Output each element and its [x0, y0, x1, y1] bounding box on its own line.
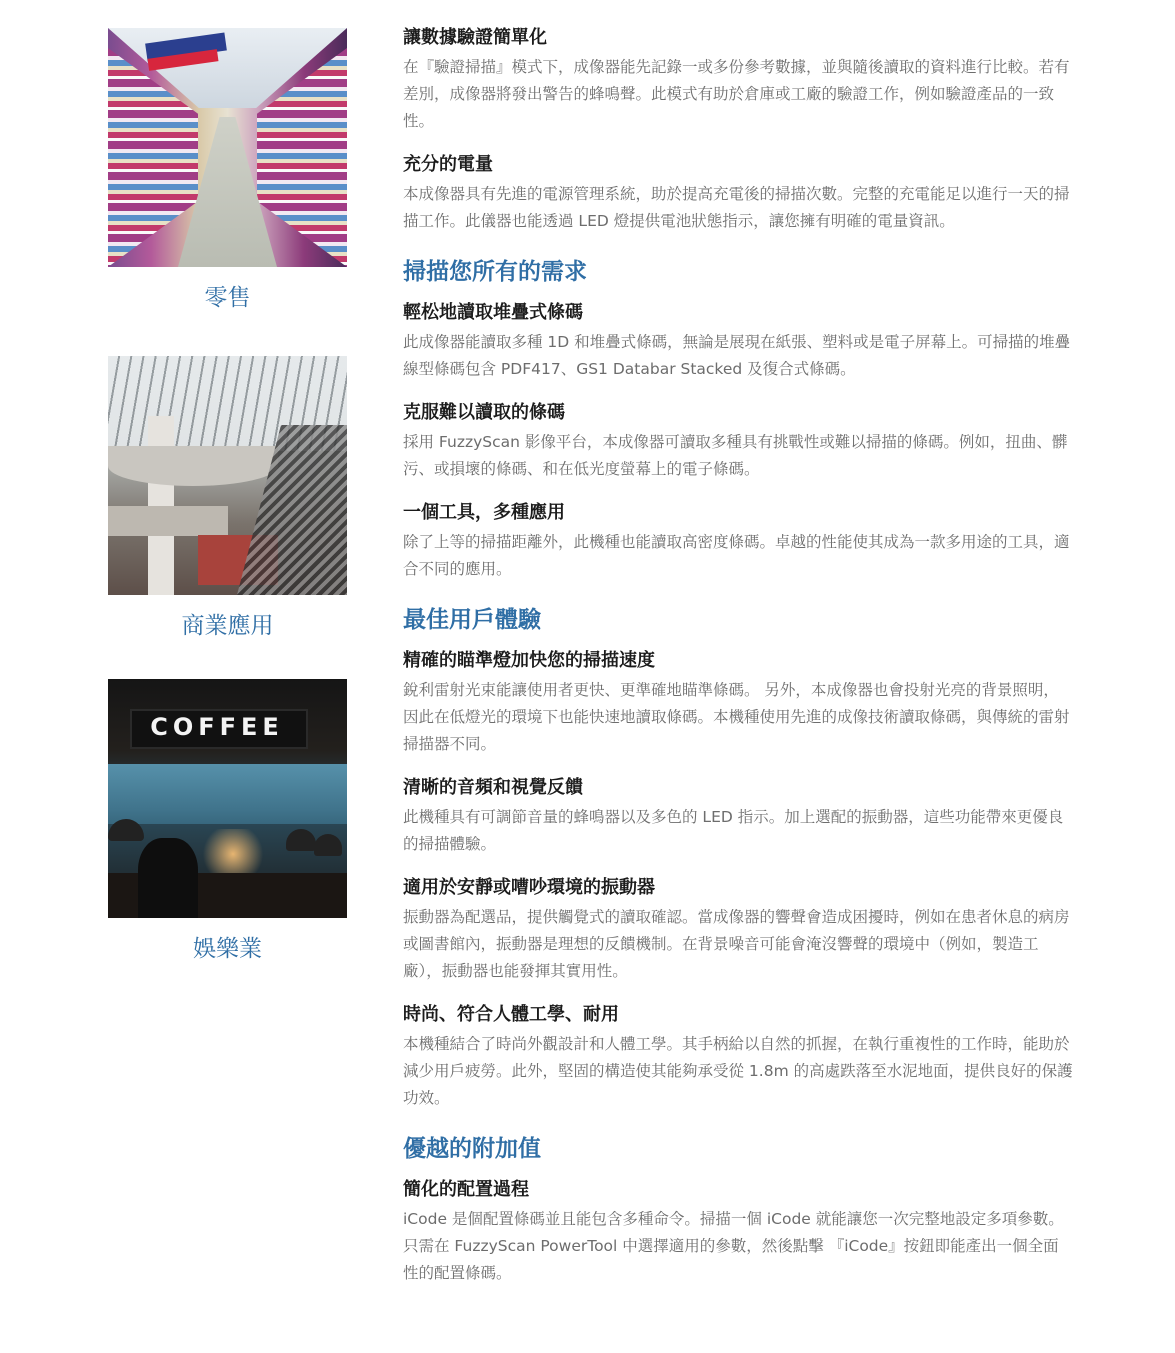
intro-section	[403, 26, 1073, 235]
feature-text: 此成像器能讀取多種 1D 和堆疊式條碼，無論是展現在紙張、塑料或是電子屏幕上。可掃描的堆疊線型條碼包含 PDF417、GS1 Databar Stacked 及復合式條碼。	[403, 333, 1071, 378]
retail-image-block	[108, 28, 347, 312]
feature-item	[403, 876, 1073, 985]
feature-title: 時尚、符合人體工學、耐用	[403, 1004, 619, 1025]
feature-title: 克服難以讀取的條碼	[403, 402, 565, 423]
section-heading: 優越的附加值	[403, 1136, 541, 1162]
commercial-caption: 商業應用	[181, 613, 274, 639]
feature-title: 適用於安靜或嘈吵環境的振動器	[403, 877, 655, 898]
feature-item	[403, 1003, 1073, 1112]
retail-caption: 零售	[204, 285, 251, 311]
main-content	[403, 26, 1073, 1309]
section-heading: 掃描您所有的需求	[403, 259, 587, 285]
section-scan-needs	[403, 257, 1073, 583]
section-added-value	[403, 1134, 1073, 1287]
feature-item	[403, 1178, 1073, 1287]
feature-text: 本機種結合了時尚外觀設計和人體工學。其手柄給以自然的抓握，在執行重複性的工作時，能助於減少用戶疲勞。此外，堅固的構造使其能夠承受從 1.8m 的高處跌落至水泥地面，提供良好的保護功效。	[403, 1035, 1073, 1107]
feature-text: 此機種具有可調節音量的蜂鳴器以及多色的 LED 指示。加上選配的振動器，這些功能帶來更優良的掃描體驗。	[403, 808, 1064, 853]
feature-item	[403, 501, 1073, 583]
entertainment-image-block	[108, 679, 347, 963]
section-heading: 最佳用戶體驗	[403, 607, 541, 633]
feature-item	[403, 649, 1073, 758]
feature-text: 除了上等的掃描距離外，此機種也能讀取高密度條碼。卓越的性能使其成為一款多用途的工具，適合不同的應用。	[403, 533, 1070, 578]
feature-text: 在『驗證掃描』模式下，成像器能先記錄一或多份參考數據，並與隨後讀取的資料進行比較。若有差別，成像器將發出警告的蜂鳴聲。此模式有助於倉庫或工廠的驗證工作，例如驗證產品的一致性。	[403, 58, 1070, 130]
feature-item	[403, 153, 1073, 235]
mall-photo	[108, 356, 347, 595]
feature-text: 銳利雷射光束能讓使用者更快、更準確地瞄準條碼。 另外，本成像器也會投射光亮的背景照明，因此在低燈光的環境下也能快速地讀取條碼。本機種使用先進的成像技術讀取條碼，與傳統的雷射掃描器不同。	[403, 681, 1070, 753]
entertainment-caption: 娛樂業	[193, 936, 262, 962]
feature-title: 精確的瞄準燈加快您的掃描速度	[403, 650, 655, 671]
feature-title: 輕松地讀取堆疊式條碼	[403, 302, 583, 323]
retail-photo	[108, 28, 347, 267]
feature-title: 讓數據驗證簡單化	[403, 27, 547, 48]
feature-title: 清晰的音頻和視覺反饋	[403, 777, 583, 798]
commercial-image-block	[108, 356, 347, 640]
feature-text: iCode 是個配置條碼並且能包含多種命令。掃描一個 iCode 就能讓您一次完整地設定多項參數。只需在 FuzzyScan PowerTool 中選擇適用的參數，然後點擊 『iCode』按鈕即能產出一個全面性的配置條碼。	[403, 1210, 1064, 1282]
feature-text: 採用 FuzzyScan 影像平台，本成像器可讀取多種具有挑戰性或難以掃描的條碼。例如，扭曲、髒污、或損壞的條碼、和在低光度螢幕上的電子條碼。	[403, 433, 1068, 478]
feature-text: 本成像器具有先進的電源管理系統，助於提高充電後的掃描次數。完整的充電能足以進行一天的掃描工作。此儀器也能透過 LED 燈提供電池狀態指示，讓您擁有明確的電量資訊。	[403, 185, 1070, 230]
feature-item	[403, 301, 1073, 383]
feature-title: 簡化的配置過程	[403, 1179, 529, 1200]
section-user-experience	[403, 605, 1073, 1112]
feature-item	[403, 776, 1073, 858]
coffee-photo	[108, 679, 347, 918]
feature-title: 一個工具，多種應用	[403, 502, 565, 523]
feature-title: 充分的電量	[403, 154, 493, 175]
feature-item	[403, 26, 1073, 135]
feature-item	[403, 401, 1073, 483]
feature-text: 振動器為配選品，提供觸覺式的讀取確認。當成像器的響聲會造成困擾時，例如在患者休息的病房或圖書館內，振動器是理想的反饋機制。在背景噪音可能會淹沒響聲的環境中（例如，製造工廠），振動器也能發揮其實用性。	[403, 908, 1070, 980]
coffee-sign-text: COFFEE	[150, 713, 284, 741]
